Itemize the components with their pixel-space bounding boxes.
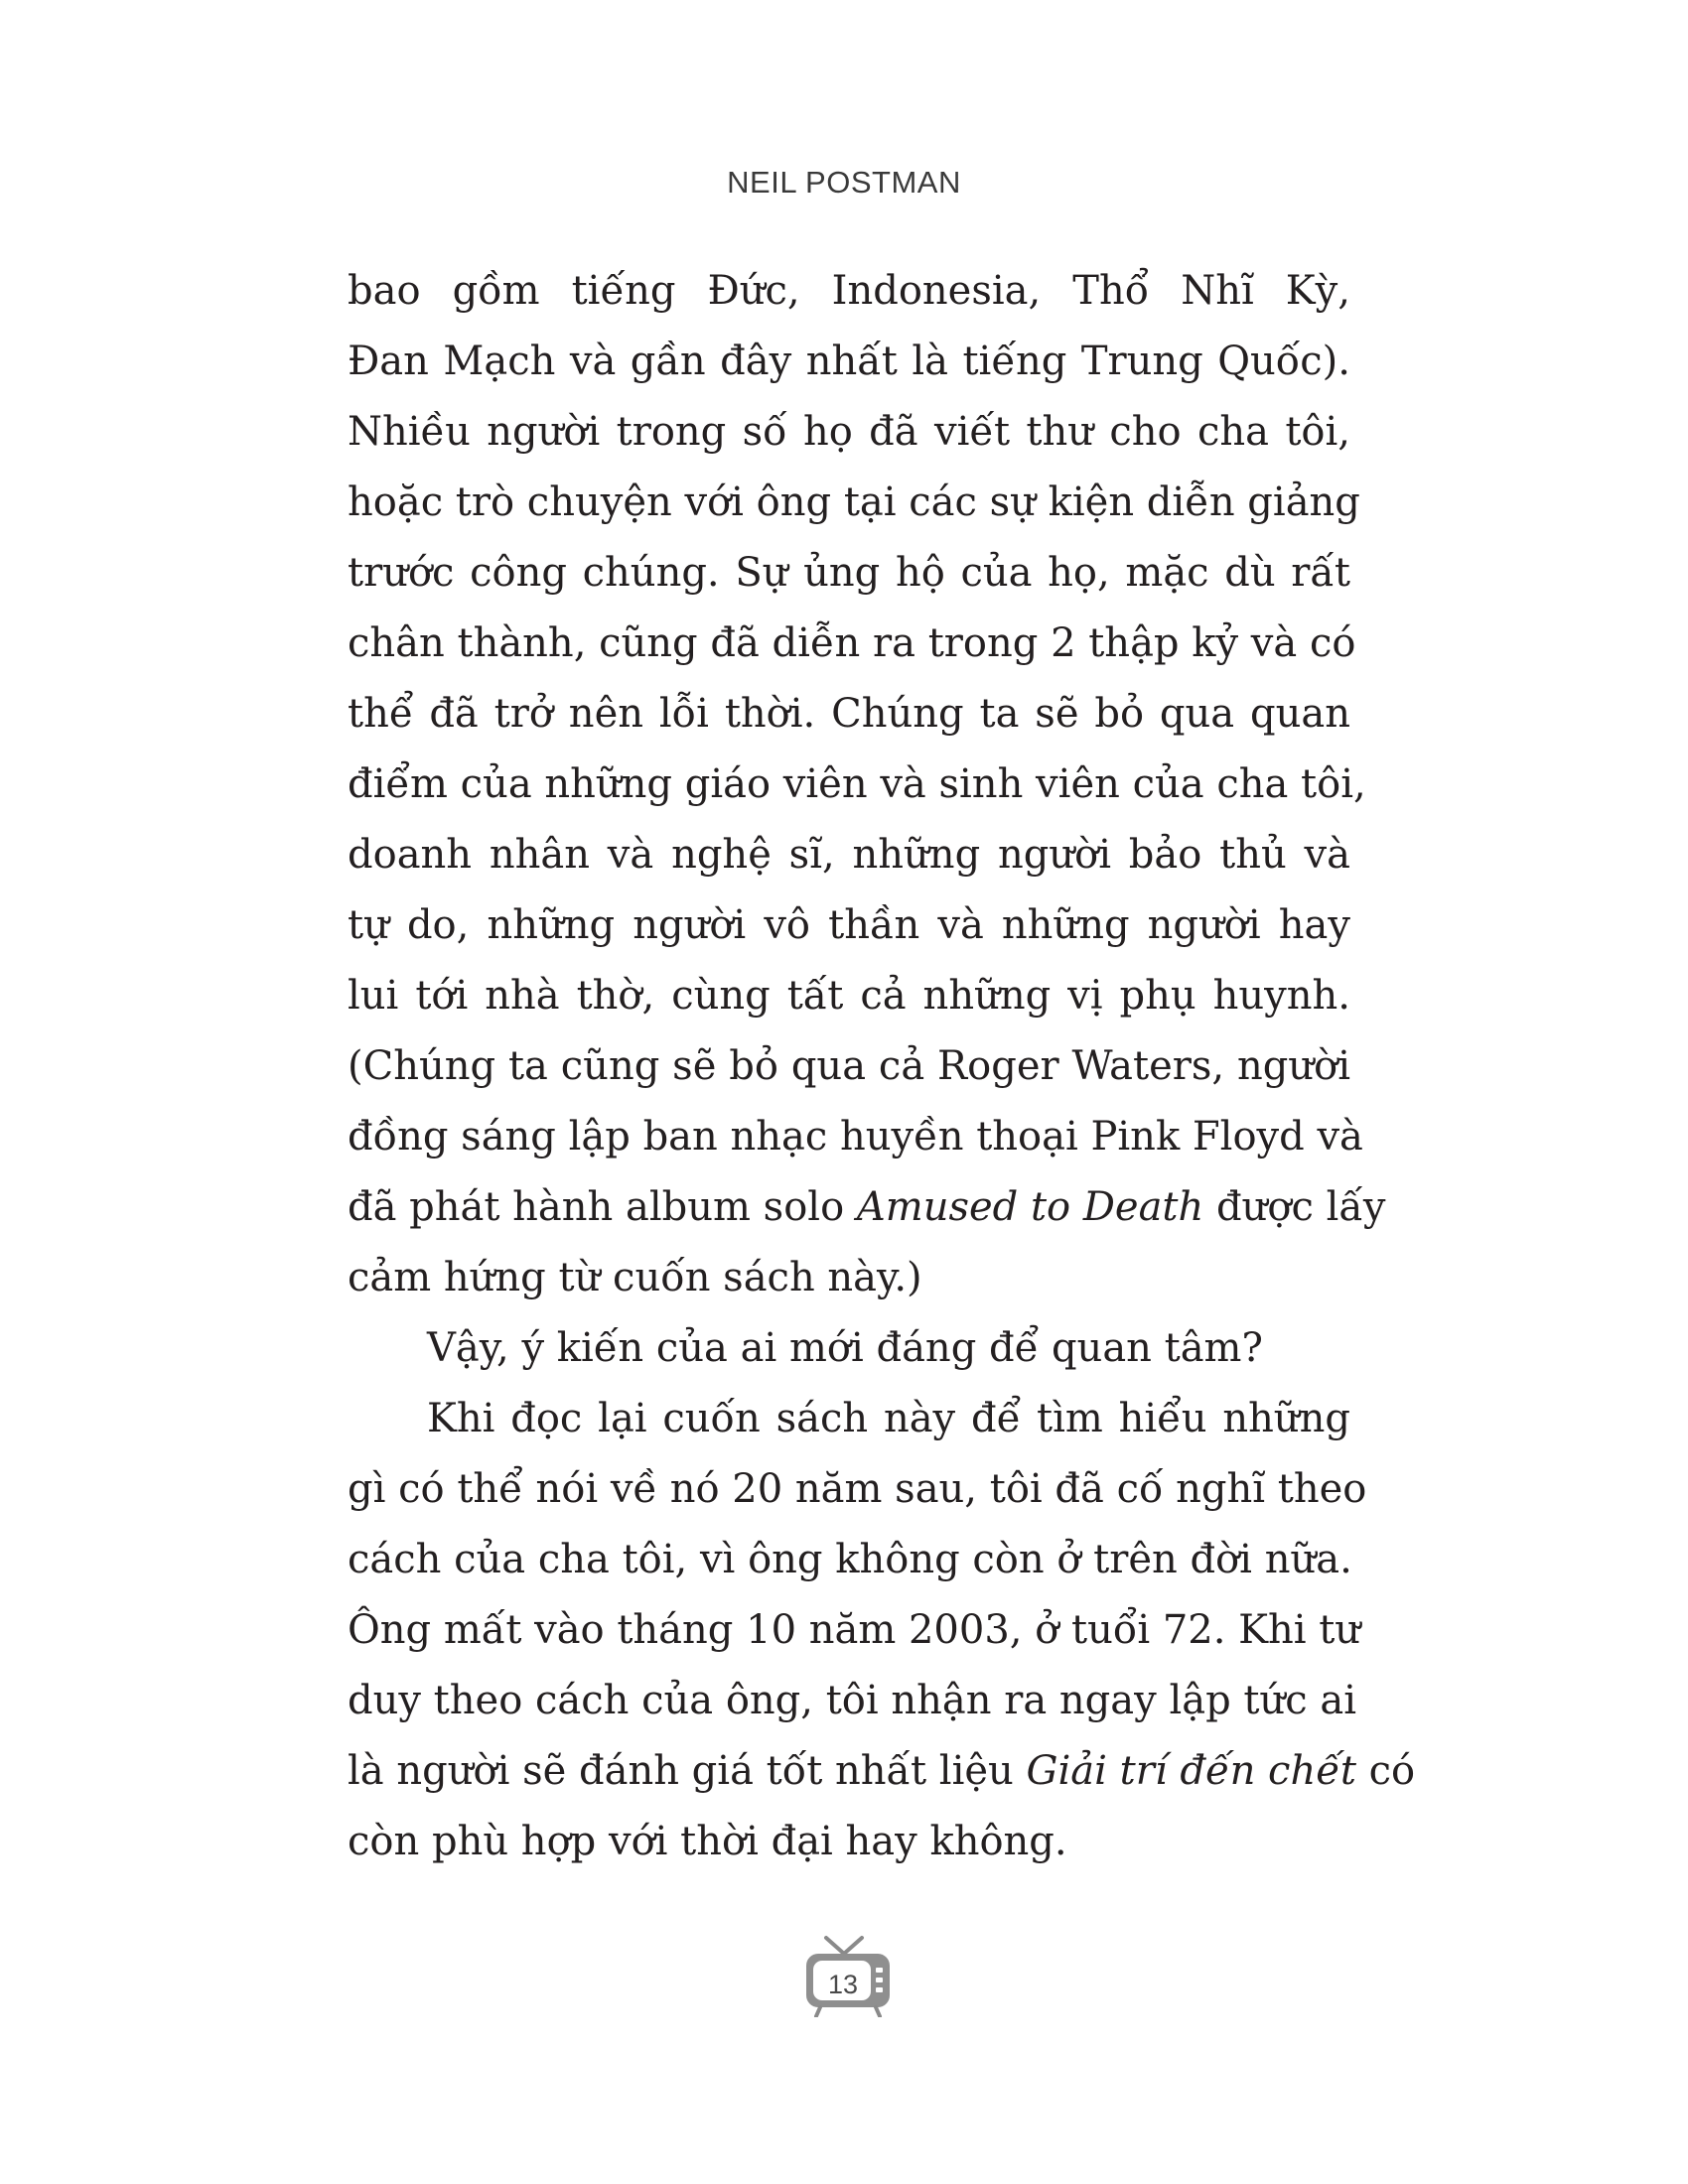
text-line: thể đã trở nên lỗi thời. Chúng ta sẽ bỏ qua quan bbox=[348, 691, 1350, 737]
text-line: bao gồm tiếng Đức, Indonesia, Thổ Nhĩ Kỳ, bbox=[348, 268, 1350, 314]
text-line: chân thành, cũng đã diễn ra trong 2 thập kỷ và có bbox=[348, 620, 1356, 666]
text-line: Khi đọc lại cuốn sách này để tìm hiểu những bbox=[427, 1396, 1350, 1441]
text-line: duy theo cách của ông, tôi nhận ra ngay lập tức ai bbox=[348, 1678, 1356, 1723]
text-run: là người sẽ đánh giá tốt nhất liệu bbox=[348, 1748, 1027, 1794]
paragraph-1 bbox=[348, 256, 1386, 1313]
text-line: trước công chúng. Sự ủng hộ của họ, mặc dù rất bbox=[348, 550, 1350, 596]
text-run: đã phát hành album solo bbox=[348, 1184, 857, 1230]
text-line: Nhiều người trong số họ đã viết thư cho cha tôi, bbox=[348, 409, 1350, 455]
text-line: cảm hứng từ cuốn sách này.) bbox=[348, 1255, 922, 1300]
paragraph-2 bbox=[348, 1313, 1350, 1384]
text-line: đồng sáng lập ban nhạc huyền thoại Pink Floyd và bbox=[348, 1114, 1363, 1160]
paragraph-3 bbox=[348, 1384, 1416, 1877]
text-line: lui tới nhà thờ, cùng tất cả những vị phụ huynh. bbox=[348, 973, 1350, 1019]
text-line bbox=[348, 1172, 1386, 1243]
page-folio bbox=[804, 1934, 894, 2017]
text-line: Đan Mạch và gần đây nhất là tiếng Trung Quốc). bbox=[348, 339, 1350, 384]
text-run: có bbox=[1355, 1748, 1416, 1794]
text-line: điểm của những giáo viên và sinh viên của cha tôi, bbox=[348, 761, 1366, 807]
text-line: cách của cha tôi, vì ông không còn ở trên đời nữa. bbox=[348, 1537, 1352, 1582]
text-line: tự do, những người vô thần và những người hay bbox=[348, 902, 1350, 948]
book-title: Giải trí đến chết bbox=[1026, 1748, 1356, 1794]
page-number: 13 bbox=[827, 1970, 859, 1999]
text-run: được lấy bbox=[1203, 1184, 1386, 1230]
text-line: gì có thể nói về nó 20 năm sau, tôi đã cố nghĩ theo bbox=[348, 1466, 1367, 1512]
text-line: Vậy, ý kiến của ai mới đáng để quan tâm? bbox=[427, 1325, 1263, 1371]
text-line: doanh nhân và nghệ sĩ, những người bảo thủ và bbox=[348, 832, 1350, 878]
running-head: NEIL POSTMAN bbox=[727, 165, 961, 200]
album-title: Amused to Death bbox=[856, 1184, 1204, 1230]
body-text bbox=[348, 256, 1416, 1877]
text-line: Ông mất vào tháng 10 năm 2003, ở tuổi 72. Khi tư bbox=[348, 1607, 1361, 1653]
text-line bbox=[348, 1736, 1416, 1807]
text-line: còn phù hợp với thời đại hay không. bbox=[348, 1819, 1067, 1864]
text-line: (Chúng ta cũng sẽ bỏ qua cả Roger Waters, người bbox=[348, 1043, 1350, 1089]
text-line: hoặc trò chuyện với ông tại các sự kiện diễn giảng bbox=[348, 479, 1360, 525]
